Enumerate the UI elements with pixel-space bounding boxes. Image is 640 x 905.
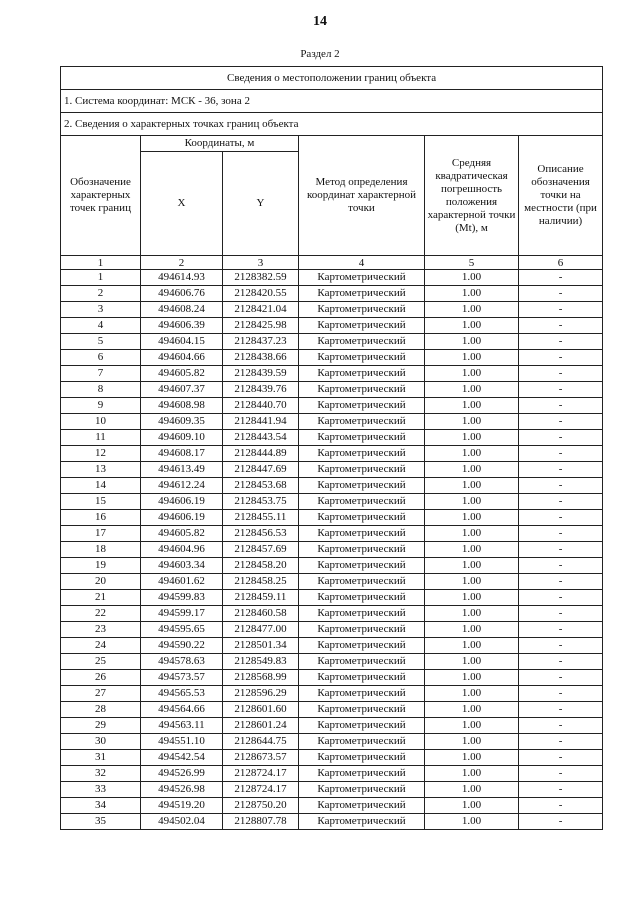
point-number-cell: 26 — [61, 670, 141, 686]
error-cell: 1.00 — [425, 622, 519, 638]
y-coordinate-cell: 2128443.54 — [223, 430, 299, 446]
description-cell: - — [519, 382, 603, 398]
point-number-cell: 9 — [61, 398, 141, 414]
y-coordinate-cell: 2128601.60 — [223, 702, 299, 718]
table-row — [61, 734, 603, 750]
error-cell: 1.00 — [425, 430, 519, 446]
method-cell: Картометрический — [299, 398, 425, 414]
description-cell: - — [519, 494, 603, 510]
point-number-cell: 28 — [61, 702, 141, 718]
error-cell: 1.00 — [425, 318, 519, 334]
method-cell: Картометрический — [299, 462, 425, 478]
table-row — [61, 590, 603, 606]
method-cell: Картометрический — [299, 382, 425, 398]
method-cell: Картометрический — [299, 270, 425, 286]
method-cell: Картометрический — [299, 334, 425, 350]
point-number-cell: 7 — [61, 366, 141, 382]
method-cell: Картометрический — [299, 558, 425, 574]
error-cell: 1.00 — [425, 814, 519, 830]
header-y: Y — [223, 152, 299, 256]
coordinate-system: 1. Система координат: МСК - 36, зона 2 — [61, 90, 603, 113]
table-row — [61, 638, 603, 654]
x-coordinate-cell: 494563.11 — [141, 718, 223, 734]
method-cell: Картометрический — [299, 350, 425, 366]
method-cell: Картометрический — [299, 798, 425, 814]
description-cell: - — [519, 622, 603, 638]
method-cell: Картометрический — [299, 718, 425, 734]
x-coordinate-cell: 494605.82 — [141, 526, 223, 542]
method-cell: Картометрический — [299, 814, 425, 830]
table-row — [61, 622, 603, 638]
point-number-cell: 4 — [61, 318, 141, 334]
description-cell: - — [519, 574, 603, 590]
description-cell: - — [519, 734, 603, 750]
method-cell: Картометрический — [299, 286, 425, 302]
table-row — [61, 446, 603, 462]
method-cell: Картометрический — [299, 366, 425, 382]
description-cell: - — [519, 686, 603, 702]
error-cell: 1.00 — [425, 718, 519, 734]
description-cell: - — [519, 334, 603, 350]
error-cell: 1.00 — [425, 766, 519, 782]
error-cell: 1.00 — [425, 286, 519, 302]
y-coordinate-cell: 2128596.29 — [223, 686, 299, 702]
error-cell: 1.00 — [425, 526, 519, 542]
description-cell: - — [519, 430, 603, 446]
x-coordinate-cell: 494608.98 — [141, 398, 223, 414]
y-coordinate-cell: 2128458.25 — [223, 574, 299, 590]
method-cell: Картометрический — [299, 654, 425, 670]
y-coordinate-cell: 2128447.69 — [223, 462, 299, 478]
error-cell: 1.00 — [425, 366, 519, 382]
table-row — [61, 494, 603, 510]
table-row — [61, 558, 603, 574]
x-coordinate-cell: 494604.15 — [141, 334, 223, 350]
y-coordinate-cell: 2128438.66 — [223, 350, 299, 366]
table-row — [61, 670, 603, 686]
x-coordinate-cell: 494526.98 — [141, 782, 223, 798]
y-coordinate-cell: 2128456.53 — [223, 526, 299, 542]
point-number-cell: 19 — [61, 558, 141, 574]
table-row — [61, 414, 603, 430]
error-cell: 1.00 — [425, 670, 519, 686]
description-cell: - — [519, 350, 603, 366]
description-cell: - — [519, 750, 603, 766]
y-coordinate-cell: 2128673.57 — [223, 750, 299, 766]
column-number: 1 — [61, 256, 141, 270]
point-number-cell: 35 — [61, 814, 141, 830]
y-coordinate-cell: 2128458.20 — [223, 558, 299, 574]
table-row — [61, 462, 603, 478]
y-coordinate-cell: 2128420.55 — [223, 286, 299, 302]
point-number-cell: 3 — [61, 302, 141, 318]
point-number-cell: 1 — [61, 270, 141, 286]
header-error: Средняя квадратическая погрешность положения характерной точки (Mt), м — [425, 136, 519, 256]
error-cell: 1.00 — [425, 590, 519, 606]
error-cell: 1.00 — [425, 446, 519, 462]
description-cell: - — [519, 478, 603, 494]
point-number-cell: 15 — [61, 494, 141, 510]
point-number-cell: 2 — [61, 286, 141, 302]
method-cell: Картометрический — [299, 702, 425, 718]
y-coordinate-cell: 2128601.24 — [223, 718, 299, 734]
error-cell: 1.00 — [425, 462, 519, 478]
y-coordinate-cell: 2128425.98 — [223, 318, 299, 334]
table-row — [61, 702, 603, 718]
error-cell: 1.00 — [425, 574, 519, 590]
y-coordinate-cell: 2128644.75 — [223, 734, 299, 750]
table-row — [61, 766, 603, 782]
y-coordinate-cell: 2128437.23 — [223, 334, 299, 350]
x-coordinate-cell: 494502.04 — [141, 814, 223, 830]
table-row — [61, 286, 603, 302]
description-cell: - — [519, 462, 603, 478]
table-row — [61, 654, 603, 670]
method-cell: Картометрический — [299, 318, 425, 334]
x-coordinate-cell: 494519.20 — [141, 798, 223, 814]
error-cell: 1.00 — [425, 606, 519, 622]
error-cell: 1.00 — [425, 302, 519, 318]
table-row — [61, 478, 603, 494]
point-number-cell: 21 — [61, 590, 141, 606]
description-cell: - — [519, 670, 603, 686]
table-row — [61, 430, 603, 446]
table-row — [61, 270, 603, 286]
column-number: 2 — [141, 256, 223, 270]
description-cell: - — [519, 286, 603, 302]
y-coordinate-cell: 2128807.78 — [223, 814, 299, 830]
description-cell: - — [519, 542, 603, 558]
table-row — [61, 526, 603, 542]
method-cell: Картометрический — [299, 606, 425, 622]
error-cell: 1.00 — [425, 398, 519, 414]
description-cell: - — [519, 798, 603, 814]
point-number-cell: 11 — [61, 430, 141, 446]
y-coordinate-cell: 2128453.75 — [223, 494, 299, 510]
description-cell: - — [519, 526, 603, 542]
error-cell: 1.00 — [425, 414, 519, 430]
x-coordinate-cell: 494606.19 — [141, 510, 223, 526]
method-cell: Картометрический — [299, 782, 425, 798]
table-row — [61, 398, 603, 414]
point-number-cell: 8 — [61, 382, 141, 398]
x-coordinate-cell: 494604.96 — [141, 542, 223, 558]
table-row — [61, 718, 603, 734]
point-number-cell: 12 — [61, 446, 141, 462]
y-coordinate-cell: 2128444.89 — [223, 446, 299, 462]
column-number: 4 — [299, 256, 425, 270]
x-coordinate-cell: 494603.34 — [141, 558, 223, 574]
header-coordinates: Координаты, м — [141, 136, 299, 152]
error-cell: 1.00 — [425, 782, 519, 798]
point-number-cell: 13 — [61, 462, 141, 478]
method-cell: Картометрический — [299, 686, 425, 702]
y-coordinate-cell: 2128750.20 — [223, 798, 299, 814]
error-cell: 1.00 — [425, 350, 519, 366]
error-cell: 1.00 — [425, 702, 519, 718]
y-coordinate-cell: 2128453.68 — [223, 478, 299, 494]
error-cell: 1.00 — [425, 558, 519, 574]
x-coordinate-cell: 494578.63 — [141, 654, 223, 670]
x-coordinate-cell: 494551.10 — [141, 734, 223, 750]
point-number-cell: 30 — [61, 734, 141, 750]
point-number-cell: 10 — [61, 414, 141, 430]
y-coordinate-cell: 2128440.70 — [223, 398, 299, 414]
method-cell: Картометрический — [299, 494, 425, 510]
error-cell: 1.00 — [425, 382, 519, 398]
method-cell: Картометрический — [299, 574, 425, 590]
description-cell: - — [519, 318, 603, 334]
description-cell: - — [519, 718, 603, 734]
x-coordinate-cell: 494609.10 — [141, 430, 223, 446]
table-row — [61, 510, 603, 526]
description-cell: - — [519, 814, 603, 830]
method-cell: Картометрический — [299, 446, 425, 462]
point-number-cell: 33 — [61, 782, 141, 798]
y-coordinate-cell: 2128549.83 — [223, 654, 299, 670]
x-coordinate-cell: 494526.99 — [141, 766, 223, 782]
column-number: 6 — [519, 256, 603, 270]
point-number-cell: 27 — [61, 686, 141, 702]
table-row — [61, 574, 603, 590]
method-cell: Картометрический — [299, 750, 425, 766]
point-number-cell: 16 — [61, 510, 141, 526]
point-number-cell: 14 — [61, 478, 141, 494]
boundary-points-table — [60, 66, 603, 830]
column-number: 3 — [223, 256, 299, 270]
description-cell: - — [519, 414, 603, 430]
section-label: Раздел 2 — [300, 48, 340, 60]
error-cell: 1.00 — [425, 510, 519, 526]
y-coordinate-cell: 2128421.04 — [223, 302, 299, 318]
table-row — [61, 798, 603, 814]
error-cell: 1.00 — [425, 654, 519, 670]
table-row — [61, 366, 603, 382]
x-coordinate-cell: 494605.82 — [141, 366, 223, 382]
method-cell: Картометрический — [299, 542, 425, 558]
description-cell: - — [519, 398, 603, 414]
table-row — [61, 750, 603, 766]
y-coordinate-cell: 2128460.58 — [223, 606, 299, 622]
y-coordinate-cell: 2128724.17 — [223, 782, 299, 798]
point-number-cell: 32 — [61, 766, 141, 782]
description-cell: - — [519, 270, 603, 286]
table-row — [61, 782, 603, 798]
y-coordinate-cell: 2128501.34 — [223, 638, 299, 654]
x-coordinate-cell: 494614.93 — [141, 270, 223, 286]
y-coordinate-cell: 2128441.94 — [223, 414, 299, 430]
description-cell: - — [519, 702, 603, 718]
error-cell: 1.00 — [425, 798, 519, 814]
table-row — [61, 318, 603, 334]
error-cell: 1.00 — [425, 478, 519, 494]
description-cell: - — [519, 510, 603, 526]
table-row — [61, 334, 603, 350]
x-coordinate-cell: 494595.65 — [141, 622, 223, 638]
x-coordinate-cell: 494608.17 — [141, 446, 223, 462]
y-coordinate-cell: 2128459.11 — [223, 590, 299, 606]
y-coordinate-cell: 2128439.76 — [223, 382, 299, 398]
point-number-cell: 22 — [61, 606, 141, 622]
point-number-cell: 17 — [61, 526, 141, 542]
x-coordinate-cell: 494573.57 — [141, 670, 223, 686]
x-coordinate-cell: 494608.24 — [141, 302, 223, 318]
x-coordinate-cell: 494609.35 — [141, 414, 223, 430]
point-number-cell: 31 — [61, 750, 141, 766]
description-cell: - — [519, 302, 603, 318]
header-point-designation: Обозначение характерных точек границ — [61, 136, 141, 256]
error-cell: 1.00 — [425, 542, 519, 558]
table-row — [61, 606, 603, 622]
x-coordinate-cell: 494564.66 — [141, 702, 223, 718]
x-coordinate-cell: 494590.22 — [141, 638, 223, 654]
table-row — [61, 686, 603, 702]
table-row — [61, 814, 603, 830]
x-coordinate-cell: 494606.39 — [141, 318, 223, 334]
description-cell: - — [519, 654, 603, 670]
x-coordinate-cell: 494599.83 — [141, 590, 223, 606]
table-title: Сведения о местоположении границ объекта — [61, 67, 603, 90]
method-cell: Картометрический — [299, 670, 425, 686]
x-coordinate-cell: 494606.19 — [141, 494, 223, 510]
x-coordinate-cell: 494565.53 — [141, 686, 223, 702]
x-coordinate-cell: 494604.66 — [141, 350, 223, 366]
table-row — [61, 302, 603, 318]
y-coordinate-cell: 2128439.59 — [223, 366, 299, 382]
header-description: Описание обозначения точки на местности (при наличии) — [519, 136, 603, 256]
point-number-cell: 6 — [61, 350, 141, 366]
error-cell: 1.00 — [425, 686, 519, 702]
error-cell: 1.00 — [425, 334, 519, 350]
method-cell: Картометрический — [299, 414, 425, 430]
description-cell: - — [519, 366, 603, 382]
error-cell: 1.00 — [425, 638, 519, 654]
column-number-row — [61, 256, 603, 270]
error-cell: 1.00 — [425, 734, 519, 750]
description-cell: - — [519, 782, 603, 798]
description-cell: - — [519, 558, 603, 574]
method-cell: Картометрический — [299, 766, 425, 782]
point-number-cell: 18 — [61, 542, 141, 558]
error-cell: 1.00 — [425, 494, 519, 510]
y-coordinate-cell: 2128724.17 — [223, 766, 299, 782]
y-coordinate-cell: 2128457.69 — [223, 542, 299, 558]
x-coordinate-cell: 494542.54 — [141, 750, 223, 766]
points-heading: 2. Сведения о характерных точках границ объекта — [61, 113, 603, 136]
point-number-cell: 5 — [61, 334, 141, 350]
method-cell: Картометрический — [299, 622, 425, 638]
point-number-cell: 23 — [61, 622, 141, 638]
method-cell: Картометрический — [299, 510, 425, 526]
description-cell: - — [519, 446, 603, 462]
table-row — [61, 382, 603, 398]
x-coordinate-cell: 494607.37 — [141, 382, 223, 398]
method-cell: Картометрический — [299, 734, 425, 750]
method-cell: Картометрический — [299, 590, 425, 606]
description-cell: - — [519, 590, 603, 606]
description-cell: - — [519, 766, 603, 782]
point-number-cell: 20 — [61, 574, 141, 590]
x-coordinate-cell: 494599.17 — [141, 606, 223, 622]
point-number-cell: 25 — [61, 654, 141, 670]
y-coordinate-cell: 2128382.59 — [223, 270, 299, 286]
description-cell: - — [519, 606, 603, 622]
point-number-cell: 24 — [61, 638, 141, 654]
method-cell: Картометрический — [299, 430, 425, 446]
error-cell: 1.00 — [425, 750, 519, 766]
x-coordinate-cell: 494606.76 — [141, 286, 223, 302]
x-coordinate-cell: 494601.62 — [141, 574, 223, 590]
header-method: Метод определения координат характерной точки — [299, 136, 425, 256]
y-coordinate-cell: 2128568.99 — [223, 670, 299, 686]
y-coordinate-cell: 2128455.11 — [223, 510, 299, 526]
table-row — [61, 542, 603, 558]
column-number: 5 — [425, 256, 519, 270]
method-cell: Картометрический — [299, 478, 425, 494]
method-cell: Картометрический — [299, 302, 425, 318]
page-number: 14 — [313, 14, 327, 29]
point-number-cell: 29 — [61, 718, 141, 734]
y-coordinate-cell: 2128477.00 — [223, 622, 299, 638]
description-cell: - — [519, 638, 603, 654]
point-number-cell: 34 — [61, 798, 141, 814]
method-cell: Картометрический — [299, 526, 425, 542]
x-coordinate-cell: 494613.49 — [141, 462, 223, 478]
method-cell: Картометрический — [299, 638, 425, 654]
x-coordinate-cell: 494612.24 — [141, 478, 223, 494]
table-row — [61, 350, 603, 366]
error-cell: 1.00 — [425, 270, 519, 286]
header-x: X — [141, 152, 223, 256]
